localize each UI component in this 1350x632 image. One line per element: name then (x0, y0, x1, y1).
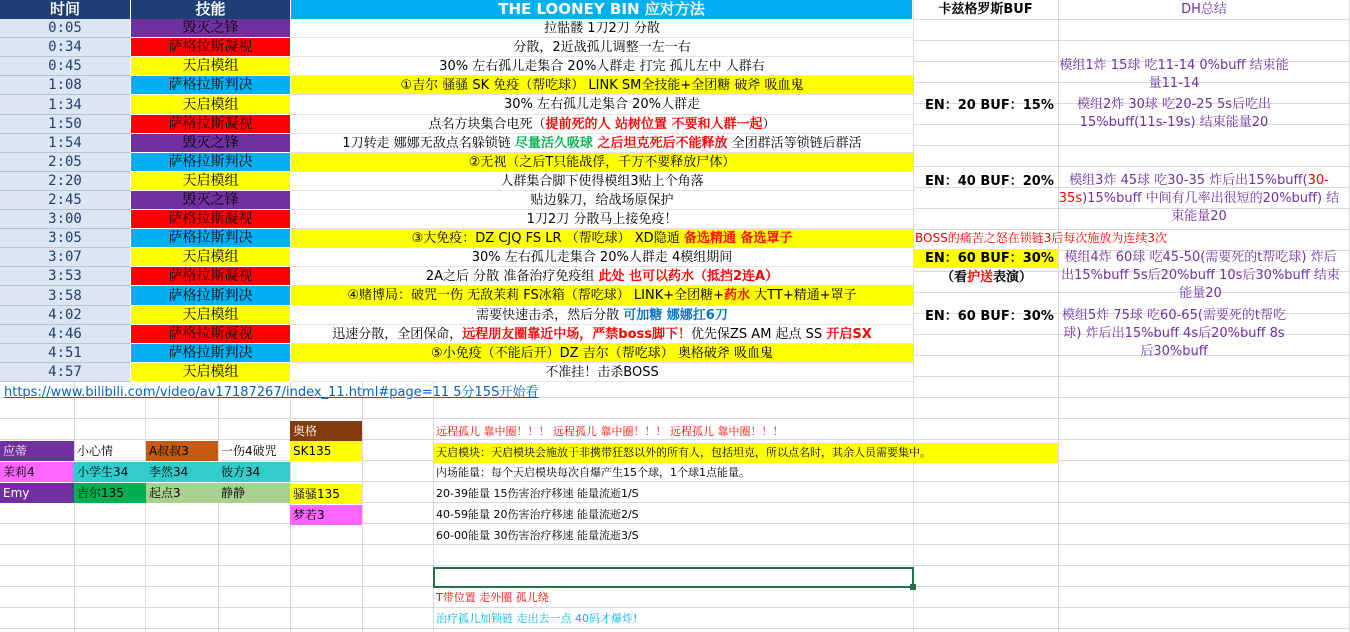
plan-fragment: ④赌博局：破咒一伤 无敌茉莉 FS冰箱（帮吃球） LINK+全团糖+ (347, 288, 725, 303)
skill-cell[interactable]: 毁灭之锋 (131, 191, 291, 210)
plan-fragment: 此处 也可以药水（抵挡2连A） (598, 269, 779, 284)
plan-cell[interactable]: 30% 左右孤儿走集合 20%人群走 打完 孤儿左中 人群右 (291, 57, 913, 76)
plan-fragment: 提前死的人 站树位置 不要和人群一起 (545, 117, 763, 132)
plan-cell[interactable]: 1刀2刀 分散马上接免疫！ (291, 210, 913, 229)
plan-fragment: 迅速分散，全团保命， (332, 327, 463, 342)
kaz-escort (913, 268, 1058, 287)
plan-fragment: 开启SX (826, 327, 872, 342)
time-cell[interactable]: 3:07 (0, 248, 131, 267)
time-cell[interactable]: 2:45 (0, 191, 131, 210)
roster-side-cell[interactable]: SK135 (290, 441, 362, 461)
skill-cell[interactable]: 萨格拉斯凝视 (131, 325, 291, 344)
roster-cell[interactable]: 李然34 (146, 462, 218, 482)
plan-fragment: 尽量活久吸球 (514, 136, 593, 151)
plan-fragment: 远程朋友圈靠近中场，严禁boss脚下！ (462, 327, 692, 342)
kaz-escort-a: （看 (941, 270, 968, 285)
header-time[interactable]: 时间 (0, 0, 131, 19)
kaz-escort-b: 护送 (967, 270, 994, 285)
plan-cell[interactable] (291, 306, 913, 325)
time-cell[interactable]: 2:20 (0, 172, 131, 191)
note-energy-2: 40-59能量 20伤害治疗移速 能量流逝2/S (436, 508, 639, 521)
time-cell[interactable]: 1:08 (0, 76, 131, 95)
kaz-buff-4: EN：60 BUF：30% (925, 309, 1054, 324)
kaz-buff-3: EN：60 BUF：30% (913, 249, 1058, 268)
kaz-buff-1: EN：20 BUF：15% (925, 98, 1054, 113)
plan-fragment: 药水 (724, 288, 751, 303)
skill-cell[interactable]: 天启模组 (131, 248, 291, 267)
plan-fragment: 备选精通 备选罩子 (683, 231, 793, 246)
skill-cell[interactable]: 萨格拉斯判决 (131, 344, 291, 363)
dh-summary-3b: 30-35s (1058, 173, 1329, 206)
plan-fragment: 1刀转走 娜娜无敌点名躲锁链 (342, 136, 515, 151)
plan-fragment: 需要快速击杀，然后分散 (476, 308, 624, 323)
time-cell[interactable]: 4:57 (0, 363, 131, 382)
dh-summary-5: 模组5炸 75球 吃60-65(需要死的t帮吃球) 炸后出15%buff 4s后20%buff 8s后30%buff (1061, 308, 1287, 359)
roster-cell[interactable]: 吉尔135 (74, 483, 146, 503)
note-energy-1: 20-39能量 15伤害治疗移速 能量流逝1/S (436, 487, 639, 500)
plan-cell[interactable]: 人群集合脚下使得模组3贴上个角落 (291, 172, 913, 191)
plan-cell[interactable]: ②无视（之后T只能战俘，千万不要释放尸体） (291, 153, 913, 172)
dh-summary-4: 模组4炸 60球 吃45-50(需要死的t帮吃球) 炸后出15%buff 5s后20%buff 10s后30%buff 结束能量20 (1061, 250, 1340, 301)
dh-summary-3c: )15%buff 中间有几率出很短的20%buff) 结束能量20 (1082, 191, 1340, 224)
roster-cell[interactable]: Emy (0, 483, 74, 503)
plan-cell[interactable] (291, 325, 913, 344)
skill-cell[interactable]: 萨格拉斯凝视 (131, 210, 291, 229)
time-cell[interactable]: 3:05 (0, 229, 131, 248)
plan-fragment: ） (762, 117, 776, 132)
note-ranged: 远程孤儿 靠中圈！！！ 远程孤儿 靠中圈！！！ 远程孤儿 靠中圈！！！ (436, 425, 784, 438)
header-kaz[interactable]: 卡兹格罗斯BUF (938, 2, 1033, 17)
plan-fragment: ③大免疫：DZ CJQ FS LR （帮吃球） XD隐遁 (411, 231, 684, 246)
time-cell[interactable]: 1:50 (0, 115, 131, 134)
skill-cell[interactable]: 毁灭之锋 (131, 134, 291, 153)
time-cell[interactable]: 1:54 (0, 134, 131, 153)
plan-fragment: 可加糖 娜娜扛6刀 (623, 308, 728, 323)
kaz-note: BOSS的痛苦之怒在锁链3后每次施放为连续3次 (915, 231, 1167, 245)
video-link[interactable]: https://www.bilibili.com/video/av17187267/index_11.html#page=11 5分15S开始看 (4, 385, 539, 400)
dh-summary-1: 模组1炸 15球 吃11-14 0%buff 结束能量11-14 (1059, 58, 1289, 91)
skill-cell[interactable]: 天启模组 (131, 363, 291, 382)
time-cell[interactable]: 3:58 (0, 286, 131, 306)
selected-cell[interactable] (433, 567, 914, 588)
plan-fragment: 大TT+精通+罩子 (750, 288, 857, 303)
kaz-buff-2: EN：40 BUF：20% (925, 174, 1054, 189)
note-module: 天启模块：天启模块会施放于非携带狂怒以外的所有人，包括坦克，所以点名时，其余人员需要集中。 (434, 443, 1058, 463)
plan-cell[interactable] (291, 134, 913, 153)
skill-cell[interactable]: 萨格拉斯判决 (131, 153, 291, 172)
plan-cell[interactable] (291, 115, 913, 134)
grid-line (0, 628, 1350, 629)
header-plan[interactable]: THE LOONEY BIN 应对方法 (291, 0, 913, 19)
time-cell[interactable]: 2:05 (0, 153, 131, 172)
skill-cell[interactable]: 萨格拉斯凝视 (131, 38, 291, 57)
skill-cell[interactable]: 萨格拉斯判决 (131, 229, 291, 248)
plan-fragment: 2A之后 分散 准备治疗免疫组 (425, 269, 599, 284)
grid-line (0, 565, 1350, 566)
time-cell[interactable]: 0:34 (0, 38, 131, 57)
time-cell[interactable]: 0:05 (0, 19, 131, 38)
grid-line (0, 418, 1350, 419)
plan-fragment: 优先保ZS AM 起点 SS (691, 327, 827, 342)
plan-cell[interactable]: 拉骷髅 1刀2刀 分散 (291, 19, 913, 38)
roster-side-cell[interactable]: 奥格 (290, 421, 362, 441)
skill-cell[interactable]: 萨格拉斯判决 (131, 286, 291, 306)
note-tank: T带位置 走外圈 孤儿绕 (436, 591, 549, 604)
roster-cell[interactable]: A叔叔3 (146, 441, 218, 461)
skill-cell[interactable]: 天启模组 (131, 95, 291, 115)
grid-line (0, 607, 1350, 608)
time-cell[interactable]: 4:46 (0, 325, 131, 344)
skill-cell[interactable]: 萨格拉斯凝视 (131, 267, 291, 286)
header-dh[interactable]: DH总结 (1181, 2, 1227, 17)
dh-summary-2: 模组2炸 30球 吃20-25 5s后吃出15%buff(11s-19s) 结束能量20 (1076, 97, 1272, 130)
plan-cell[interactable]: 分散，2近战孤儿调整一左一右 (291, 38, 913, 57)
plan-fragment: 之后坦克死后不能释放 (592, 136, 728, 151)
note-energy: 内场能量：每个天启模块每次自爆产生15个球，1个球1点能量。 (436, 466, 750, 479)
header-skill[interactable]: 技能 (131, 0, 291, 19)
plan-cell[interactable]: 30% 左右孤儿走集合 20%人群走 (291, 95, 913, 115)
skill-cell[interactable]: 天启模组 (131, 172, 291, 191)
roster-cell[interactable]: 茉莉4 (0, 462, 74, 482)
time-cell[interactable]: 4:02 (0, 306, 131, 325)
plan-cell[interactable]: 30% 左右孤儿走集合 20%人群走 4模组期间 (291, 248, 913, 267)
skill-cell[interactable]: 毁灭之锋 (131, 19, 291, 38)
roster-side-cell[interactable]: 骚骚135 (290, 484, 362, 504)
plan-fragment: 点名方块集合电死（ (428, 117, 546, 132)
roster-cell[interactable]: 应蒂 (0, 441, 74, 461)
time-cell[interactable]: 1:34 (0, 95, 131, 115)
plan-cell[interactable] (291, 229, 913, 248)
roster-cell[interactable]: 小学生34 (74, 462, 146, 482)
skill-cell[interactable]: 萨格拉斯凝视 (131, 115, 291, 134)
plan-cell[interactable]: 贴边躲刀，给战场原保护 (291, 191, 913, 210)
plan-cell[interactable]: ①吉尔 骚骚 SK 免疫（帮吃球） LINK SM全技能+全团糖 破斧 吸血鬼 (291, 76, 913, 95)
roster-cell[interactable]: 彼方34 (218, 462, 290, 482)
plan-cell[interactable] (291, 267, 913, 286)
time-cell[interactable]: 3:00 (0, 210, 131, 229)
plan-cell[interactable]: ⑤小免疫（不能后开）DZ 吉尔（帮吃球） 奥格破斧 吸血鬼 (291, 344, 913, 363)
roster-side-cell[interactable]: 梦若3 (290, 505, 362, 525)
roster-cell[interactable]: 起点3 (146, 483, 218, 503)
time-cell[interactable]: 3:53 (0, 267, 131, 286)
plan-cell[interactable]: 不准挂！击杀BOSS (291, 363, 913, 382)
roster-cell[interactable]: 小心情 (77, 444, 114, 458)
skill-cell[interactable]: 天启模组 (131, 306, 291, 325)
skill-cell[interactable]: 萨格拉斯判决 (131, 76, 291, 95)
note-energy-3: 60-00能量 30伤害治疗移速 能量流逝3/S (436, 529, 639, 542)
roster-cell[interactable]: 一伤4破咒 (221, 444, 277, 458)
dh-summary-3 (1058, 172, 1340, 229)
roster-cell[interactable]: 静静 (218, 483, 290, 503)
time-cell[interactable]: 4:51 (0, 344, 131, 363)
plan-cell[interactable] (291, 286, 913, 306)
skill-cell[interactable]: 天启模组 (131, 57, 291, 76)
plan-fragment: 全团群活等锁链后群活 (727, 136, 862, 151)
kaz-escort-c: 表演） (993, 270, 1033, 285)
note-healer: 治疗孤儿加锁链 走出去一点 40码才爆炸! (436, 612, 638, 625)
time-cell[interactable]: 0:45 (0, 57, 131, 76)
dh-summary-3a: 模组3炸 45球 吃30-35 炸后出15%buff( (1069, 173, 1308, 188)
